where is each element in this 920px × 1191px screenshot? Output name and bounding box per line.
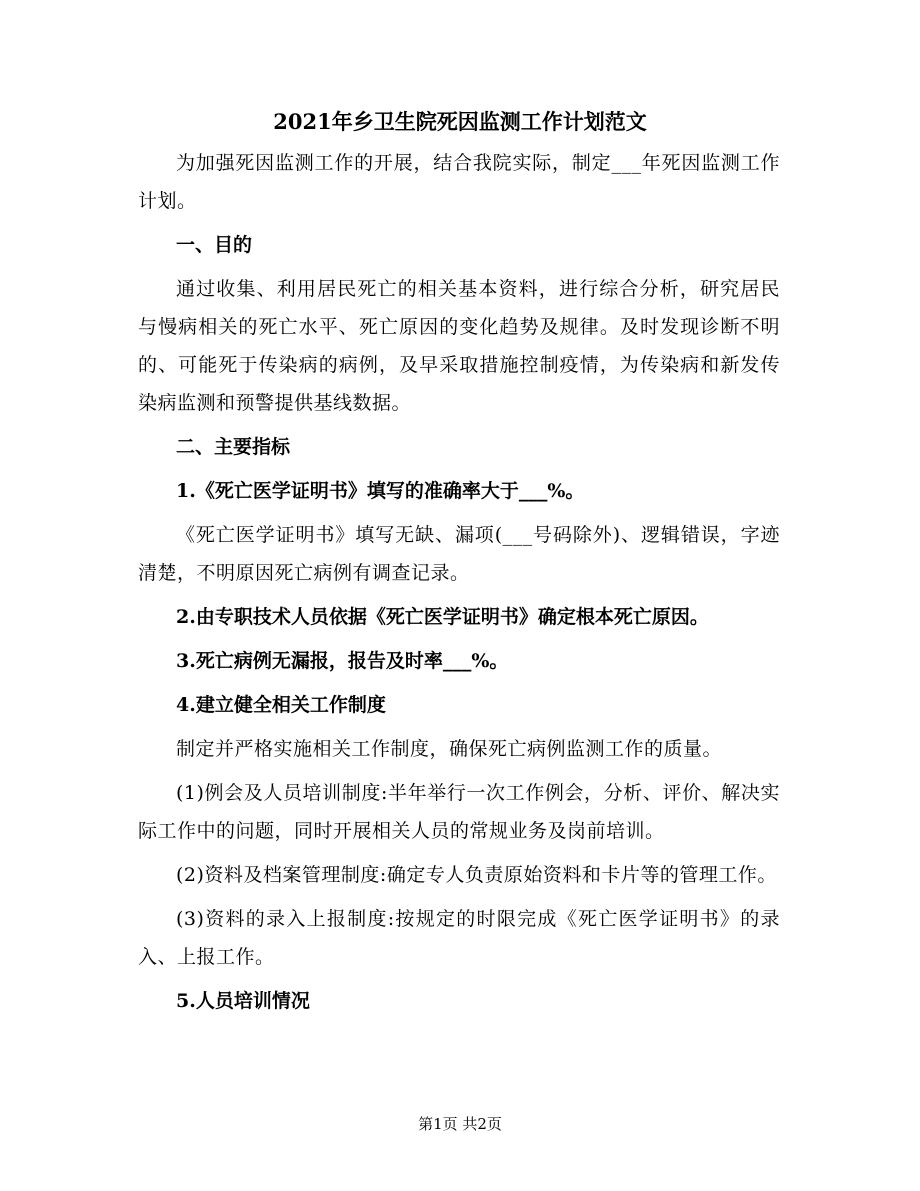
- intro-paragraph: 为加强死因监测工作的开展，结合我院实际，制定___年死因监测工作计划。: [138, 152, 780, 212]
- document-body: [138, 144, 780, 1020]
- indicator-4-sub-1: (1)例会及人员培训制度:半年举行一次工作例会，分析、评价、解决实际工作中的问题，同时开展相关人员的常规业务及岗前培训。: [138, 782, 780, 842]
- indicator-2-heading: 2.由专职技术人员依据《死亡医学证明书》确定根本死亡原因。: [176, 606, 709, 628]
- section-heading-purpose: 一、目的: [176, 234, 253, 256]
- indicator-4-paragraph: 制定并严格实施相关工作制度，确保死亡病例监测工作的质量。: [176, 738, 723, 760]
- section-heading-indicators: 二、主要指标: [176, 436, 291, 458]
- document-title: 2021年乡卫生院死因监测工作计划范文: [273, 109, 647, 134]
- purpose-paragraph: 通过收集、利用居民死亡的相关基本资料，进行综合分析，研究居民与慢病相关的死亡水平、死亡原因的变化趋势及规律。及时发现诊断不明的、可能死于传染病的病例，及早采取措施控制疫情，为传染病和新发传染病监测和预警提供基线数据。: [138, 278, 780, 414]
- page-number: 第1页 共2页: [418, 1115, 502, 1133]
- indicator-4-sub-3: (3)资料的录入上报制度:按规定的时限完成《死亡医学证明书》的录入、上报工作。: [138, 908, 780, 968]
- indicator-4-heading: 4.建立健全相关工作制度: [176, 694, 386, 716]
- indicator-4-sub-2: (2)资料及档案管理制度:确定专人负责原始资料和卡片等的管理工作。: [176, 864, 777, 886]
- indicator-1-heading: 1.《死亡医学证明书》填写的准确率大于___%。: [176, 480, 585, 502]
- indicator-5-heading: 5.人员培训情况: [176, 990, 310, 1012]
- indicator-3-heading: 3.死亡病例无漏报，报告及时率___%。: [176, 650, 509, 672]
- indicator-1-paragraph: 《死亡医学证明书》填写无缺、漏项(___号码除外)、逻辑错误，字迹清楚，不明原因死亡病例有调查记录。: [138, 524, 780, 584]
